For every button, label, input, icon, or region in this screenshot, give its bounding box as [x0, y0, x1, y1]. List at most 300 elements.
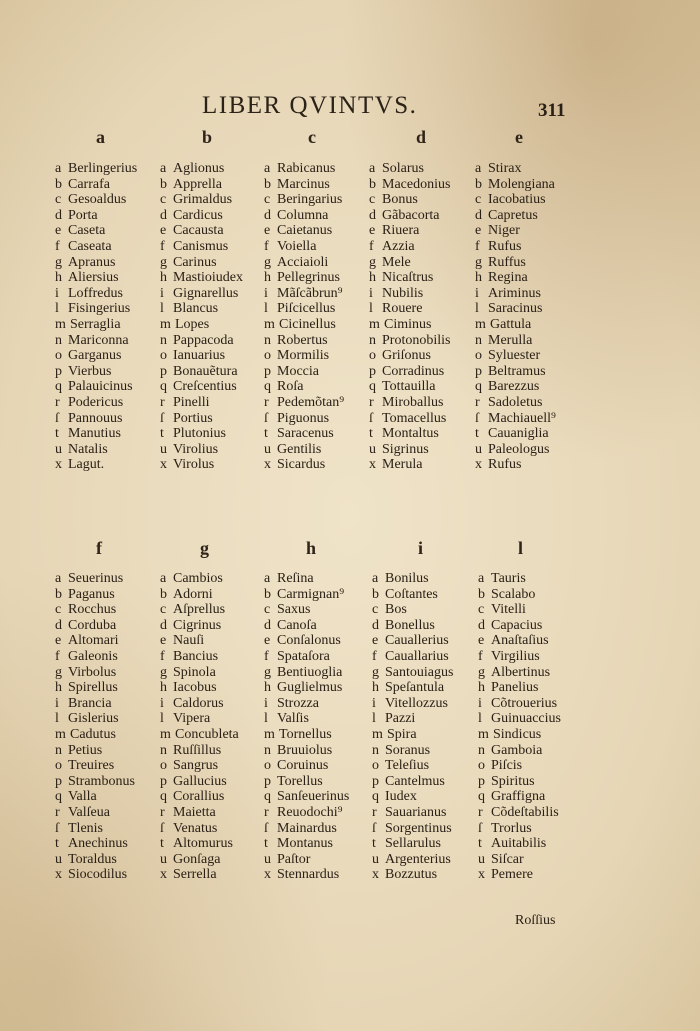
entry-name: Montaltus — [382, 426, 439, 442]
entry-key: g — [160, 254, 167, 270]
entry-name: Conſalonus — [277, 633, 341, 649]
entry-name: Rufus — [488, 238, 522, 254]
name-entry — [264, 852, 349, 868]
name-entry — [264, 317, 344, 333]
entry-key: p — [55, 773, 62, 789]
entry-name: Sindicus — [493, 726, 542, 742]
entry-key: e — [160, 633, 167, 649]
entry-key: c — [55, 192, 62, 208]
name-entry — [478, 665, 561, 681]
entry-key: n — [264, 332, 271, 348]
entry-name: Anaſtaſius — [491, 633, 549, 649]
name-entry — [264, 821, 349, 837]
entry-name: Piſcicellus — [277, 301, 336, 317]
entry-key: u — [160, 441, 167, 457]
entry-name: Nauſi — [173, 633, 205, 649]
entry-name: Rabicanus — [277, 161, 336, 176]
name-entry — [478, 587, 561, 603]
entry-key: r — [160, 394, 165, 410]
entry-name: Spira — [387, 726, 417, 742]
entry-key: r — [478, 804, 483, 820]
name-column — [160, 161, 243, 473]
entry-name: Reuodochi⁹ — [277, 804, 343, 820]
entry-name: Argenterius — [385, 851, 451, 867]
entry-name: Paleologus — [488, 441, 550, 457]
entry-key: t — [475, 426, 479, 442]
entry-key: m — [160, 316, 171, 332]
entry-key: d — [264, 617, 271, 633]
entry-name: Barezzus — [488, 379, 540, 395]
entry-key: c — [475, 192, 482, 208]
entry-key: e — [478, 633, 485, 649]
entry-name: Riuera — [382, 223, 420, 239]
entry-name: Tomacellus — [382, 410, 447, 426]
entry-key: a — [160, 161, 167, 176]
entry-key: q — [475, 379, 482, 395]
entry-key: x — [475, 457, 482, 473]
name-entry — [369, 286, 450, 302]
entry-key: p — [160, 773, 167, 789]
name-entry — [478, 852, 561, 868]
entry-key: ſ — [478, 820, 482, 836]
entry-key: p — [264, 773, 271, 789]
entry-name: Teleſius — [385, 758, 430, 774]
name-entry — [264, 774, 349, 790]
name-entry — [160, 333, 243, 349]
name-entry — [264, 789, 349, 805]
name-entry — [475, 270, 556, 286]
entry-key: q — [160, 789, 167, 805]
entry-key: i — [475, 285, 479, 301]
entry-name: Vipera — [173, 711, 211, 727]
entry-key: b — [55, 176, 62, 192]
entry-name: Spataſora — [277, 648, 330, 664]
name-entry — [160, 301, 243, 317]
entry-name: Tauris — [491, 571, 526, 586]
entry-name: Niger — [488, 223, 520, 239]
name-entry — [264, 192, 344, 208]
name-entry — [478, 821, 561, 837]
entry-name: Spinola — [173, 664, 216, 680]
entry-name: Apranus — [68, 254, 116, 270]
entry-key: e — [264, 223, 271, 239]
name-entry — [475, 317, 556, 333]
name-entry — [478, 571, 561, 587]
entry-name: Cantelmus — [385, 773, 445, 789]
column-letters-row — [0, 127, 700, 157]
entry-name: Santouiagus — [385, 664, 454, 680]
entry-name: Valſis — [277, 711, 309, 727]
entry-name: Sadoletus — [488, 394, 543, 410]
name-entry — [475, 395, 556, 411]
entry-key: d — [264, 207, 271, 223]
entry-name: Columna — [277, 207, 329, 223]
entry-name: Nicaſtrus — [382, 270, 434, 286]
entry-name: Lagut. — [68, 457, 105, 473]
entry-name: Pappacoda — [173, 332, 234, 348]
name-entry — [369, 364, 450, 380]
name-entry — [372, 727, 453, 743]
name-entry — [264, 255, 344, 271]
name-entry — [369, 333, 450, 349]
name-entry — [160, 161, 243, 177]
entry-key: n — [55, 332, 62, 348]
entry-name: Berlingerius — [68, 161, 138, 176]
name-entry — [55, 348, 137, 364]
entry-name: Sicardus — [277, 457, 326, 473]
entry-key: n — [160, 332, 167, 348]
entry-key: g — [369, 254, 376, 270]
entry-name: Voiella — [277, 238, 317, 254]
name-column — [369, 161, 450, 473]
name-entry — [55, 239, 137, 255]
entry-key: ſ — [55, 410, 59, 426]
entry-name: Stennardus — [277, 867, 340, 883]
entry-name: Cadutus — [70, 726, 116, 742]
entry-name: Azzia — [382, 238, 415, 254]
entry-key: q — [478, 789, 485, 805]
name-entry — [55, 317, 137, 333]
entry-name: Soranus — [385, 742, 431, 758]
entry-key: u — [478, 851, 485, 867]
entry-name: Caietanus — [277, 223, 333, 239]
entry-name: Pazzi — [385, 711, 416, 727]
entry-key: r — [55, 804, 60, 820]
entry-name: Saracinus — [488, 301, 543, 317]
entry-name: Valla — [68, 789, 97, 805]
name-entry — [160, 192, 243, 208]
entry-name: Pinelli — [173, 394, 210, 410]
entry-name: Rufus — [488, 457, 522, 473]
running-head — [0, 92, 700, 126]
entry-name: Pellegrinus — [277, 270, 340, 286]
entry-key: b — [372, 586, 379, 602]
entry-key: d — [55, 207, 62, 223]
entry-name: Cõdeſtabilis — [491, 804, 559, 820]
name-entry — [55, 411, 137, 427]
entry-key: m — [160, 726, 171, 742]
entry-key: c — [264, 602, 271, 618]
entry-name: Carrafa — [68, 176, 110, 192]
entry-key: d — [475, 207, 482, 223]
entry-name: Roſa — [277, 379, 304, 395]
entry-key: i — [478, 695, 482, 711]
entry-name: Caldorus — [173, 695, 224, 711]
entry-name: Sellarulus — [385, 836, 441, 852]
entry-name: Cauallarius — [385, 648, 449, 664]
name-entry — [160, 836, 239, 852]
entry-name: Panelius — [491, 680, 539, 696]
name-entry — [160, 602, 239, 618]
entry-key: f — [372, 648, 377, 664]
entry-name: Robertus — [277, 332, 328, 348]
entry-key: i — [55, 285, 59, 301]
name-entry — [264, 442, 344, 458]
name-entry — [264, 758, 349, 774]
entry-key: a — [55, 161, 62, 176]
entry-name: Rouere — [382, 301, 423, 317]
entry-key: l — [264, 711, 268, 727]
entry-name: Mãſcãbrun⁹ — [277, 285, 343, 301]
entry-name: Treuires — [68, 758, 115, 774]
entry-name: Grimaldus — [173, 192, 233, 208]
name-entry — [55, 301, 137, 317]
name-entry — [475, 208, 556, 224]
entry-name: Maietta — [173, 804, 216, 820]
entry-key: m — [478, 726, 489, 742]
name-entry — [264, 727, 349, 743]
name-entry — [55, 457, 137, 473]
name-entry — [475, 286, 556, 302]
name-entry — [160, 379, 243, 395]
name-entry — [160, 239, 243, 255]
name-entry — [160, 208, 243, 224]
entry-key: f — [478, 648, 483, 664]
entry-key: f — [55, 648, 60, 664]
entry-key: h — [160, 270, 167, 286]
name-entry — [478, 836, 561, 852]
name-entry — [55, 192, 137, 208]
entry-key: b — [369, 176, 376, 192]
name-entry — [264, 239, 344, 255]
entry-key: ſ — [369, 410, 373, 426]
running-title: LIBER QVINTVS. — [202, 92, 418, 119]
name-entry — [264, 286, 344, 302]
entry-name: Porta — [68, 207, 98, 223]
entry-name: Speſantula — [385, 680, 445, 696]
name-entry — [478, 633, 561, 649]
entry-name: Iudex — [385, 789, 417, 805]
entry-name: Virolius — [173, 441, 219, 457]
entry-name: Gislerius — [68, 711, 119, 727]
name-columns — [0, 161, 700, 491]
name-entry — [160, 743, 239, 759]
entry-name: Nubilis — [382, 285, 424, 301]
name-column — [160, 571, 239, 883]
entry-key: c — [55, 602, 62, 618]
name-entry — [264, 457, 344, 473]
name-entry — [160, 774, 239, 790]
entry-name: Pemere — [491, 867, 533, 883]
name-entry — [478, 789, 561, 805]
entry-name: Sigrinus — [382, 441, 429, 457]
name-entry — [160, 177, 243, 193]
entry-name: Blancus — [173, 301, 219, 317]
name-entry — [264, 867, 349, 883]
entry-name: Spirellus — [68, 680, 118, 696]
entry-name: Capacius — [491, 617, 543, 633]
name-column — [264, 571, 349, 883]
entry-key: l — [372, 711, 376, 727]
entry-key: ſ — [160, 820, 164, 836]
entry-name: Cicinellus — [279, 316, 336, 332]
entry-name: Altomurus — [173, 836, 233, 852]
name-entry — [264, 836, 349, 852]
name-entry — [160, 426, 243, 442]
entry-name: Galeonis — [68, 648, 118, 664]
entry-name: Capretus — [488, 207, 538, 223]
entry-key: x — [369, 457, 376, 473]
entry-key: n — [55, 742, 62, 758]
entry-key: n — [478, 742, 485, 758]
entry-name: Mormilis — [277, 348, 330, 364]
name-entry — [160, 223, 243, 239]
entry-key: q — [372, 789, 379, 805]
entry-name: Rocchus — [68, 602, 117, 618]
entry-key: f — [160, 238, 165, 254]
entry-key: x — [478, 867, 485, 883]
entry-name: Virgilius — [491, 648, 540, 664]
entry-name: Moccia — [277, 363, 319, 379]
name-entry — [55, 836, 135, 852]
name-column — [372, 571, 453, 883]
name-entry — [478, 867, 561, 883]
name-entry — [264, 270, 344, 286]
entry-key: d — [160, 617, 167, 633]
entry-key: r — [55, 394, 60, 410]
entry-name: Valſeua — [68, 804, 110, 820]
column-letter: c — [308, 127, 316, 147]
entry-name: Anechinus — [68, 836, 128, 852]
entry-name: Siſcar — [491, 851, 524, 867]
entry-key: o — [369, 348, 376, 364]
entry-key: e — [372, 633, 379, 649]
entry-key: t — [55, 836, 59, 852]
column-letter: i — [418, 538, 424, 558]
entry-name: Corradinus — [382, 363, 445, 379]
name-entry — [160, 411, 243, 427]
name-entry — [369, 270, 450, 286]
entry-key: g — [55, 664, 62, 680]
entry-name: Graffigna — [491, 789, 546, 805]
name-entry — [55, 680, 135, 696]
entry-key: o — [55, 758, 62, 774]
entry-name: Saxus — [277, 602, 311, 618]
entry-key: m — [369, 316, 380, 332]
entry-key: b — [160, 586, 167, 602]
entry-key: ſ — [264, 820, 268, 836]
entry-name: Acciaioli — [277, 254, 329, 270]
entry-key: l — [264, 301, 268, 317]
name-entry — [55, 426, 137, 442]
name-entry — [369, 395, 450, 411]
name-entry — [160, 633, 239, 649]
entry-name: Paganus — [68, 586, 115, 602]
name-entry — [369, 192, 450, 208]
entry-key: h — [160, 680, 167, 696]
name-entry — [475, 411, 556, 427]
entry-name: Cõtrouerius — [491, 695, 558, 711]
entry-name: Pedemõtan⁹ — [277, 394, 345, 410]
entry-key: l — [160, 301, 164, 317]
entry-key: q — [55, 789, 62, 805]
entry-key: i — [264, 285, 268, 301]
name-entry — [264, 805, 349, 821]
name-entry — [160, 270, 243, 286]
name-entry — [478, 711, 561, 727]
entry-key: u — [55, 441, 62, 457]
entry-key: e — [55, 633, 62, 649]
name-entry — [475, 364, 556, 380]
entry-name: Corallius — [173, 789, 225, 805]
name-entry — [55, 270, 137, 286]
entry-key: h — [475, 270, 482, 286]
entry-key: f — [160, 648, 165, 664]
entry-key: i — [369, 285, 373, 301]
entry-name: Canoſa — [277, 617, 317, 633]
entry-key: c — [372, 602, 379, 618]
entry-key: p — [475, 363, 482, 379]
entry-key: ſ — [160, 410, 164, 426]
entry-name: Solarus — [382, 161, 424, 176]
entry-name: Cardicus — [173, 207, 223, 223]
entry-name: Ruſſillus — [173, 742, 222, 758]
entry-name: Gamboia — [491, 742, 543, 758]
entry-name: Adorni — [173, 586, 213, 602]
entry-name: Stirax — [488, 161, 522, 176]
entry-key: f — [55, 238, 60, 254]
entry-name: Cauaniglia — [488, 426, 549, 442]
entry-key: h — [372, 680, 379, 696]
name-entry — [372, 665, 453, 681]
entry-key: o — [475, 348, 482, 364]
entry-key: c — [160, 192, 167, 208]
entry-name: Miroballus — [382, 394, 444, 410]
entry-key: g — [160, 664, 167, 680]
name-entry — [372, 618, 453, 634]
entry-name: Gesoaldus — [68, 192, 127, 208]
entry-key: e — [55, 223, 62, 239]
name-entry — [372, 867, 453, 883]
name-entry — [55, 649, 135, 665]
entry-key: h — [55, 270, 62, 286]
entry-name: Cacausta — [173, 223, 224, 239]
entry-name: Bentiuoglia — [277, 664, 343, 680]
entry-name: Pannouus — [68, 410, 123, 426]
entry-name: Palauicinus — [68, 379, 133, 395]
name-entry — [160, 457, 243, 473]
entry-name: Portius — [173, 410, 213, 426]
name-entry — [55, 821, 135, 837]
entry-name: Ariminus — [488, 285, 541, 301]
name-entry — [55, 223, 137, 239]
entry-key: p — [55, 363, 62, 379]
name-entry — [478, 618, 561, 634]
name-entry — [160, 665, 239, 681]
entry-key: r — [475, 394, 480, 410]
name-entry — [478, 805, 561, 821]
name-entry — [55, 364, 137, 380]
entry-name: Serrella — [173, 867, 217, 883]
entry-name: Scalabo — [491, 586, 536, 602]
name-entry — [372, 836, 453, 852]
catchword: Roſſius — [515, 913, 556, 928]
entry-key: p — [160, 363, 167, 379]
name-entry — [55, 571, 135, 587]
entry-key: g — [264, 664, 271, 680]
name-entry — [369, 348, 450, 364]
entry-key: e — [475, 223, 482, 239]
entry-key: p — [372, 773, 379, 789]
name-entry — [160, 395, 243, 411]
entry-name: Vierbus — [68, 363, 112, 379]
entry-key: x — [264, 457, 271, 473]
name-entry — [55, 867, 135, 883]
entry-key: h — [264, 680, 271, 696]
entry-key: e — [264, 633, 271, 649]
name-entry — [372, 805, 453, 821]
entry-name: Tlenis — [68, 820, 103, 836]
